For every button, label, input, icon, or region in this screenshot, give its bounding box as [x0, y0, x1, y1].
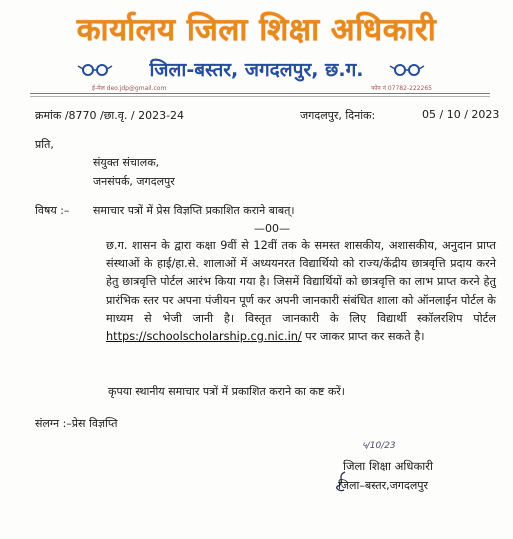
signatory-place: जिला–बस्तर,जगदलपुर	[338, 479, 429, 492]
body-paragraph-1	[63, 237, 496, 346]
office-title: कार्यालय जिला शिक्षा अधिकारी	[76, 12, 437, 48]
body-paragraph-1-text: छ.ग. शासन के द्वारा कक्षा 9वीं से 12वीं तक के समस्त शासकीय, अशासकीय, अनुदान प्राप्त संस्थाओं के हाई/हा.से. शालाओं में अध्ययनरत विद्यार्थियो को राज्य/केंद्रीय छात्रवृत्ति प्रदाय करने हेतु छात्रवृत्ति पोर्टल आरंभ किया गया है। जिसमें विद्यार्थियों को छात्रवृत्ति का लाभ प्राप्त करने हेतु प्रारंभिक स्तर पर अपना पंजीयन पूर्ण कर अपनी जानकारी संबंधित शाला को ऑनलाईन पोर्टल के माध्यम से भेजी जानी है। विस्तृत जानकारी के लिए विद्यार्थी स्कॉलरशिप पोर्टल	[106, 239, 496, 325]
subject-text: समाचार पत्रों में प्रेस विज्ञप्ति प्रकाशित कराने बाबत्।	[93, 204, 295, 217]
section-separator: —00—	[254, 222, 290, 235]
contact-line	[92, 84, 432, 92]
letter-date: 05 / 10 / 2023	[422, 108, 500, 121]
phone-text: फोन नं 07782-222265	[371, 85, 432, 92]
recipient-line-1: संयुक्त संचालक,	[93, 156, 160, 169]
signature-scrawl: ५/10/23	[362, 441, 396, 451]
signatory-designation: जिला शिक्षा अधिकारी	[343, 459, 433, 473]
body-paragraph-1-end: पर जाकर प्राप्त कर सकते है।	[301, 330, 425, 344]
spectacles-icon	[388, 61, 428, 77]
office-address: जिला-बस्तर, जगदलपुर, छ.ग.	[149, 59, 364, 81]
scholarship-portal-link[interactable]: https://schoolscholarship.cg.nic.in/	[106, 330, 302, 344]
recipient-line-2: जनसंपर्क, जगदलपुर	[93, 175, 175, 188]
place-date-label: जगदलपुर, दिनांक:	[300, 109, 376, 122]
letter-body	[63, 237, 496, 346]
email-text: ई-मेल deo.jdp@gmail.com	[92, 85, 167, 92]
reference-number: क्रमांक /8770 /छा.वृ. / 2023-24	[35, 109, 185, 122]
header-divider-secondary	[30, 96, 490, 97]
enclosure-note: संलग्न :–प्रेस विज्ञप्ति	[35, 417, 118, 430]
addressee-prefix: प्रति,	[35, 138, 54, 151]
subject-label: विषय :–	[35, 204, 70, 217]
body-paragraph-2: कृपया स्थानीय समाचार पत्रों में प्रकाशित कराने का कष्ट करें।	[108, 385, 345, 398]
header-divider	[30, 93, 490, 94]
